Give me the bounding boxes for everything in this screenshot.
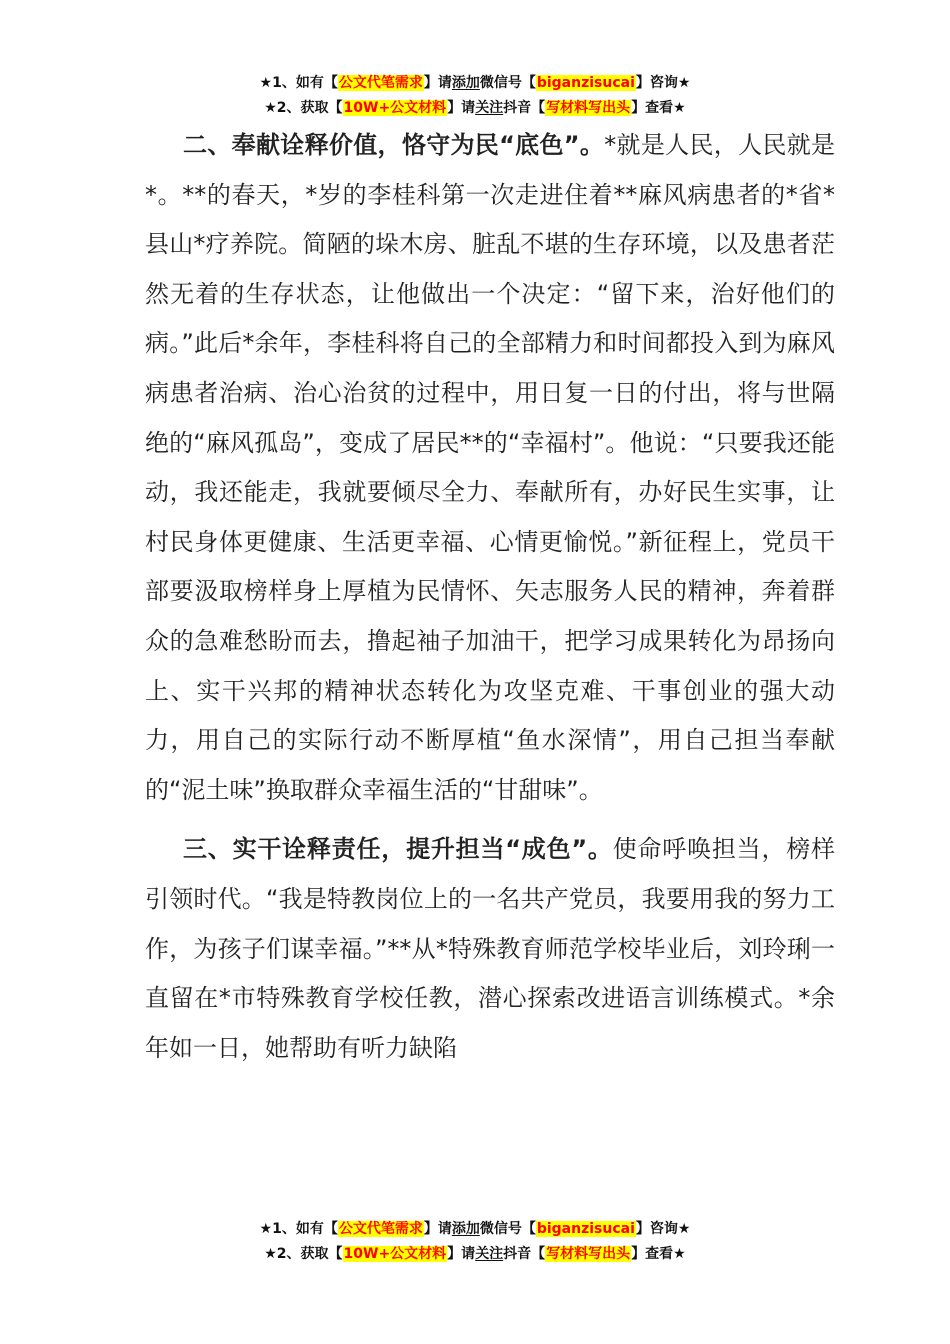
banner-text: 】请 [423,1221,452,1237]
section-heading-3: 三、实干诠释责任，提升担当“成色”。 [183,835,613,864]
highlighted-text: biganzisucai [536,75,635,91]
highlighted-text: biganzisucai [536,1221,635,1237]
banner-text: 抖音【 [503,1246,546,1262]
banner-text: 微信号【 [479,75,536,91]
banner-text: 】咨询★ [635,75,691,91]
banner-text: 】请 [447,1246,476,1262]
header-line-1 [0,71,950,96]
section-heading-2: 二、奉献诠释价值，恪守为民“底色”。 [183,131,605,159]
highlighted-text: 写材料写出头 [546,1246,631,1262]
footer-banner [0,1217,950,1267]
banner-text: ★2、获取【 [264,100,343,116]
highlighted-text: 公文代笔需求 [338,75,423,91]
banner-text: 】咨询★ [635,1221,691,1237]
underlined-text: 添加 [451,75,480,91]
underlined-text: 关注 [475,100,504,116]
banner-text: 】查看★ [631,1246,686,1262]
banner-text: ★1、如有【 [259,75,338,91]
banner-text: 】请 [447,100,476,116]
underlined-text: 关注 [475,1246,504,1262]
highlighted-text: 写材料写出头 [546,100,631,116]
banner-text: 微信号【 [479,1221,536,1237]
banner-text: ★2、获取【 [264,1246,343,1262]
highlighted-text: 公文代笔需求 [338,1221,423,1237]
banner-text: ★1、如有【 [259,1221,338,1237]
paragraph-3-text: 使命呼唤担当，榜样引领时代。“我是特教岗位上的一名共产党员，我要用我的努力工作，为孩子们谋幸福。”**从*特殊教育师范学校毕业后，刘玲琍一直留在*市特殊教育学校任教，潜心探索改进语言训练模式。*余年如一日，她帮助有听力缺陷 [145,835,836,1062]
highlighted-text: 10W+公文材料 [343,100,447,116]
banner-text: 】查看★ [631,100,686,116]
paragraph-3 [145,825,835,1073]
banner-text: 】请 [423,75,452,91]
footer-line-1 [0,1217,950,1242]
document-body [145,121,835,1073]
paragraph-2 [145,121,835,815]
highlighted-text: 10W+公文材料 [343,1246,447,1262]
header-line-2 [0,96,950,121]
underlined-text: 添加 [451,1221,480,1237]
banner-text: 抖音【 [503,100,546,116]
header-banner [0,71,950,121]
paragraph-2-text: *就是人民，人民就是*。**的春天，*岁的李桂科第一次走进住着**麻风病患者的*省*县山*疗养院。简陋的垛木房、脏乱不堪的生存环境，以及患者茫然无着的生存状态，让他做出一个决定：“留下来，治好他们的病。”此后*余年，李桂科将自己的全部精力和时间都投入到为麻风病患者治病、治心治贫的过程中，用日复一日的付出，将与世隔绝的“麻风孤岛”，变成了居民**的“幸福村”。他说：“只要我还能动，我还能走，我就要倾尽全力、奉献所有，办好民生实事，让村民身体更健康、生活更幸福、心情更愉悦。”新征程上，党员干部要汲取榜样身上厚植为民情怀、矢志服务人民的精神，奔着群众的急难愁盼而去，撸起袖子加油干，把学习成果转化为昂扬向上、实干兴邦的精神状态转化为攻坚克难、干事创业的强大动力，用自己的实际行动不断厚植“鱼水深情”，用自己担当奉献的“泥土味”换取群众幸福生活的“甘甜味”。 [145,131,836,804]
footer-line-2 [0,1242,950,1267]
